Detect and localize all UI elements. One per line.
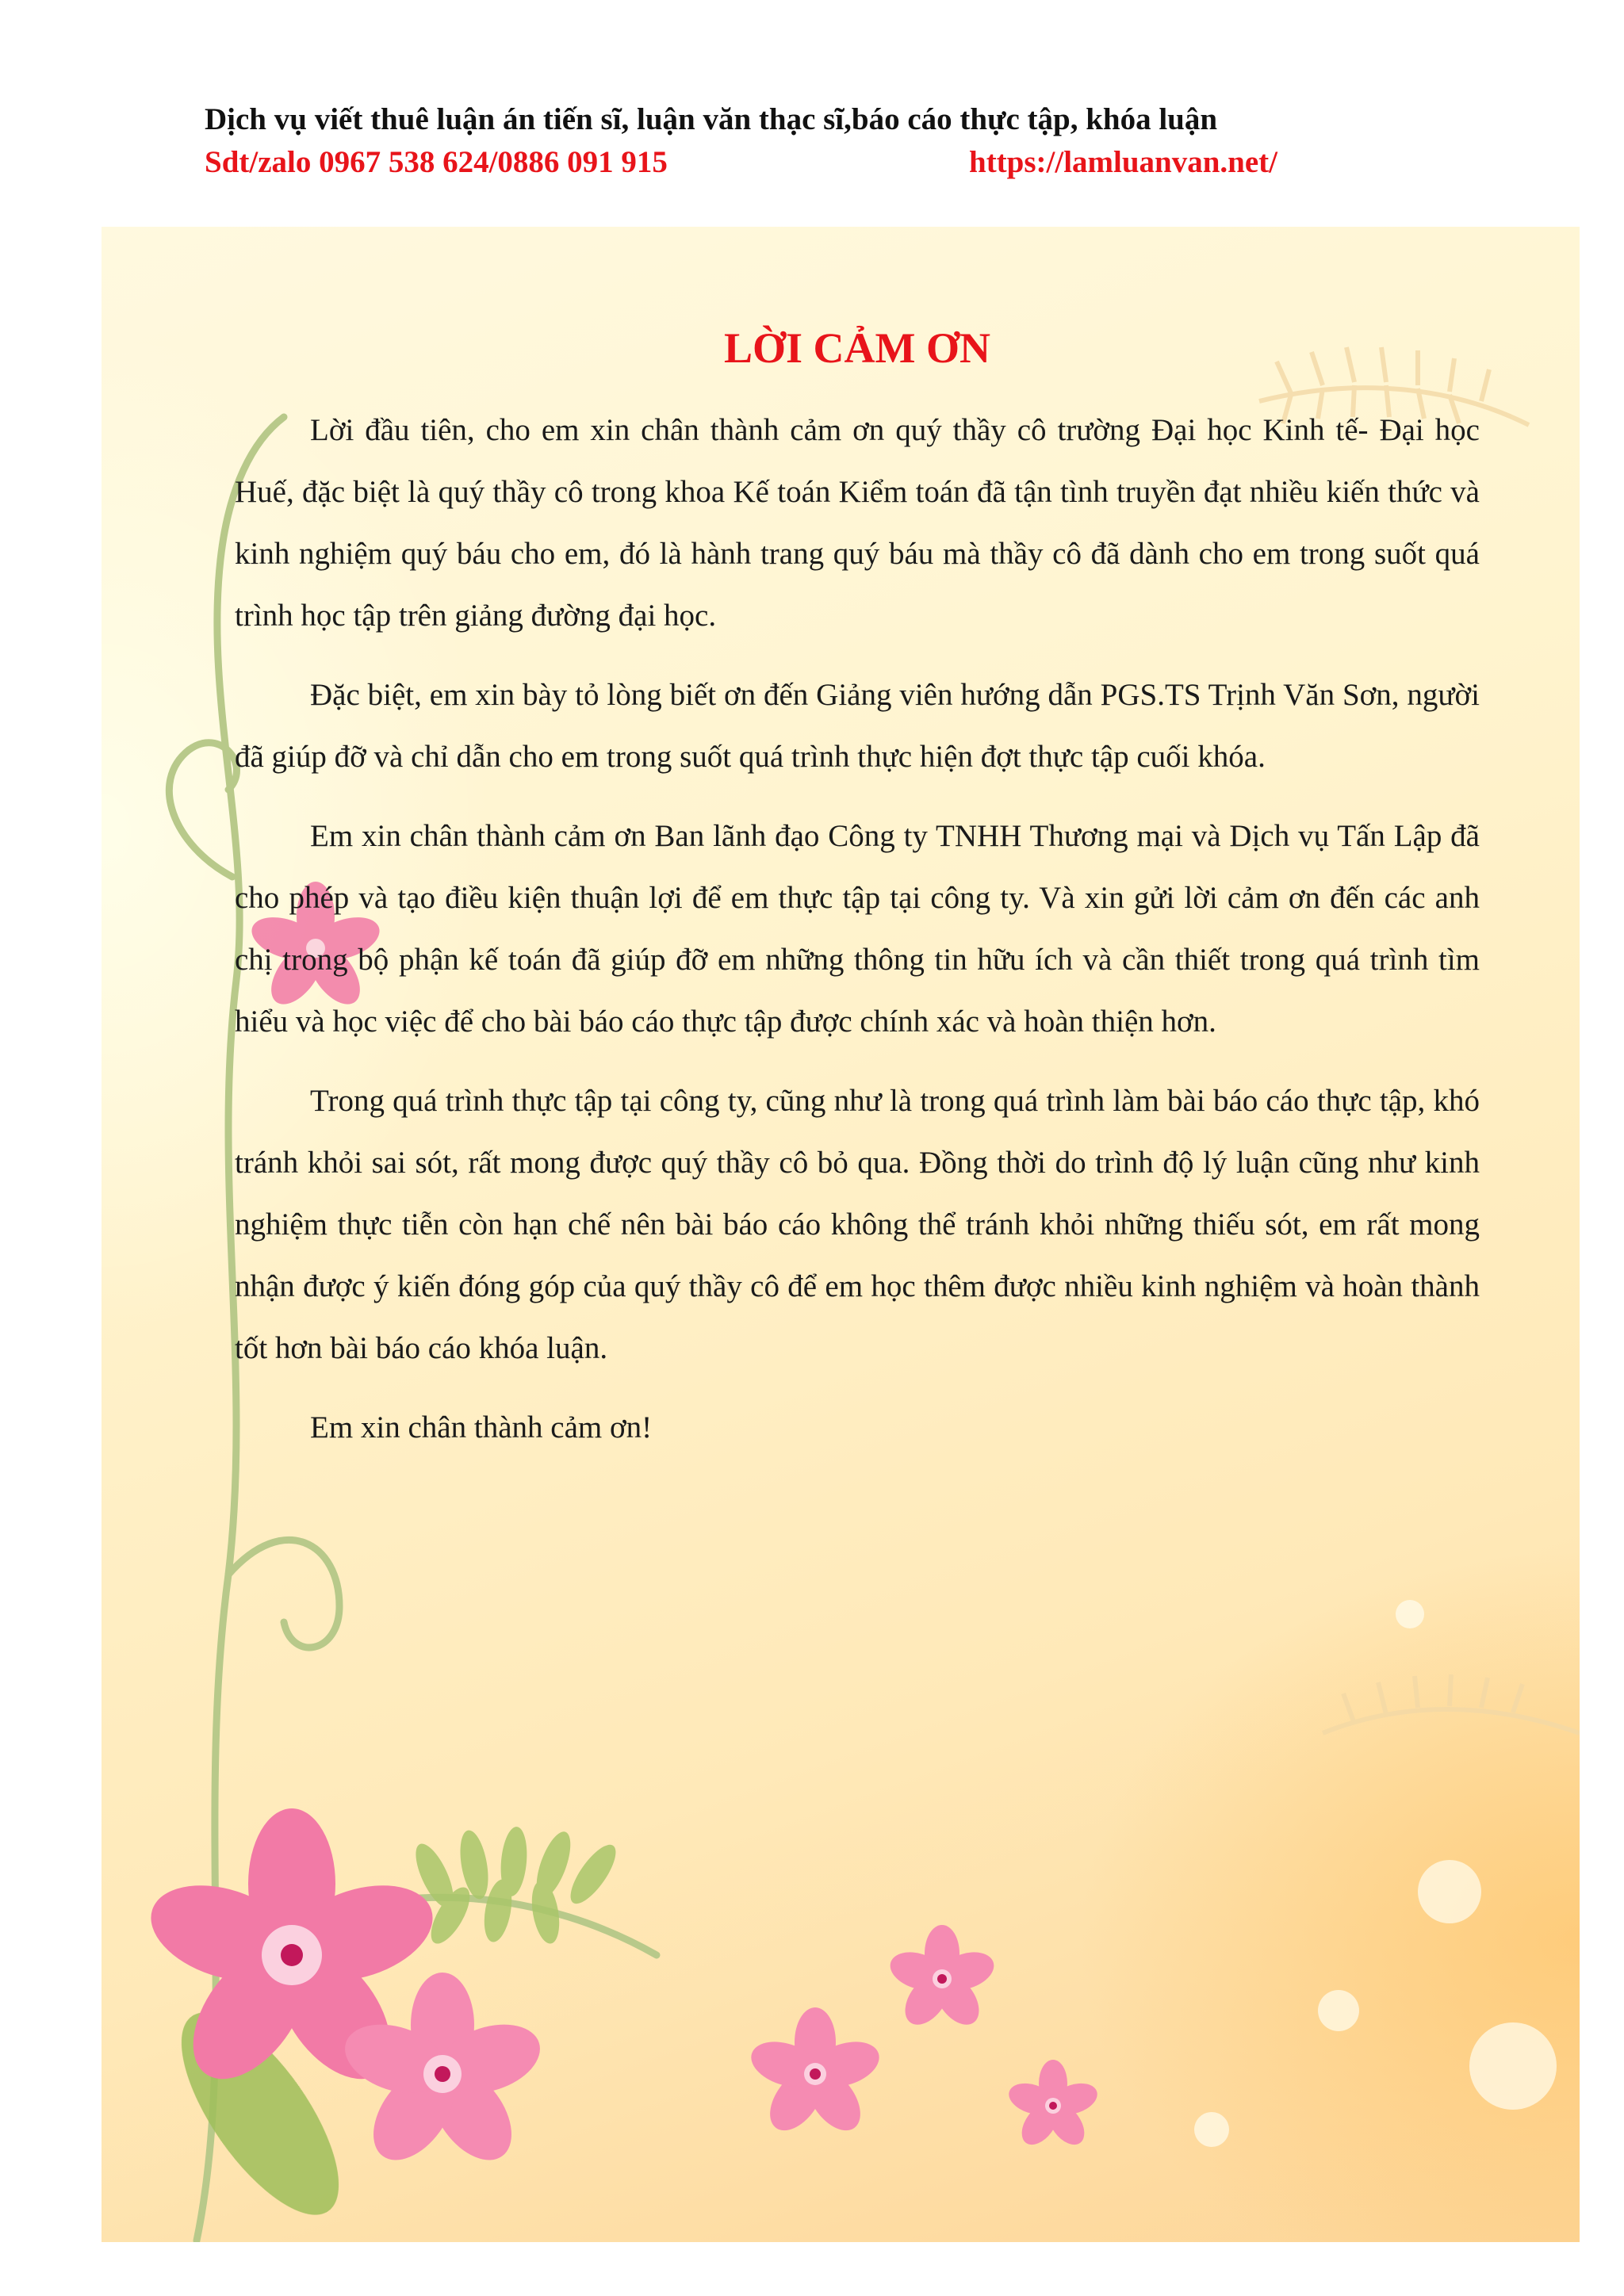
paragraph-2: Đặc biệt, em xin bày tỏ lòng biết ơn đến Giảng viên hướng dẫn PGS.TS Trịnh Văn Sơn, người đã giúp đỡ và chỉ dẫn cho em trong suốt quá trình thực hiện đợt thực tập cuối khóa. [235, 678, 1480, 774]
paragraph-3: Em xin chân thành cảm ơn Ban lãnh đạo Công ty TNHH Thương mại và Dịch vụ Tấn Lập đã cho phép và tạo điều kiện thuận lợi để em thực tập tại công ty. Và xin gửi lời cảm ơn đến các anh chị trong bộ phận kế toán đã giúp đỡ em những thông tin hữu ích và cần thiết trong quá trình tìm hiểu và học việc để cho bài báo cáo thực tập được chính xác và hoàn thiện hơn. [235, 819, 1480, 1039]
letter-content [235, 320, 1480, 1476]
header-phone-line: Sdt/zalo 0967 538 624/0886 091 915 [205, 145, 668, 179]
decorated-page [102, 227, 1580, 2242]
paragraph-4: Trong quá trình thực tập tại công ty, cũng như là trong quá trình làm bài báo cáo thực tập, khó tránh khỏi sai sót, rất mong được quý thầy cô bỏ qua. Đồng thời do trình độ lý luận cũng như kinh nghiệm thực tiễn còn hạn chế nên bài báo cáo không thể tránh khỏi những thiếu sót, em rất mong nhận được ý kiến đóng góp của quý thầy cô để em học thêm được nhiều kinh nghiệm và hoàn thành tốt hơn bài báo cáo khóa luận. [235, 1084, 1480, 1365]
header-service-line: Dịch vụ viết thuê luận án tiến sĩ, luận văn thạc sĩ,báo cáo thực tập, khóa luận [205, 102, 1218, 136]
paragraph-1: Lời đầu tiên, cho em xin chân thành cảm ơn quý thầy cô trường Đại học Kinh tế- Đại học Huế, đặc biệt là quý thầy cô trong khoa Kế toán Kiểm toán đã tận tình truyền đạt nhiều kiến thức và kinh nghiệm quý báu cho em, đó là hành trang quý báu mà thầy cô đã dành cho em trong suốt quá trình học tập trên giảng đường đại học. [235, 413, 1480, 633]
page-title: LỜI CẢM ƠN [724, 324, 990, 372]
header-website-link[interactable]: https://lamluanvan.net/ [969, 145, 1277, 179]
paragraph-closing: Em xin chân thành cảm ơn! [310, 1410, 653, 1445]
